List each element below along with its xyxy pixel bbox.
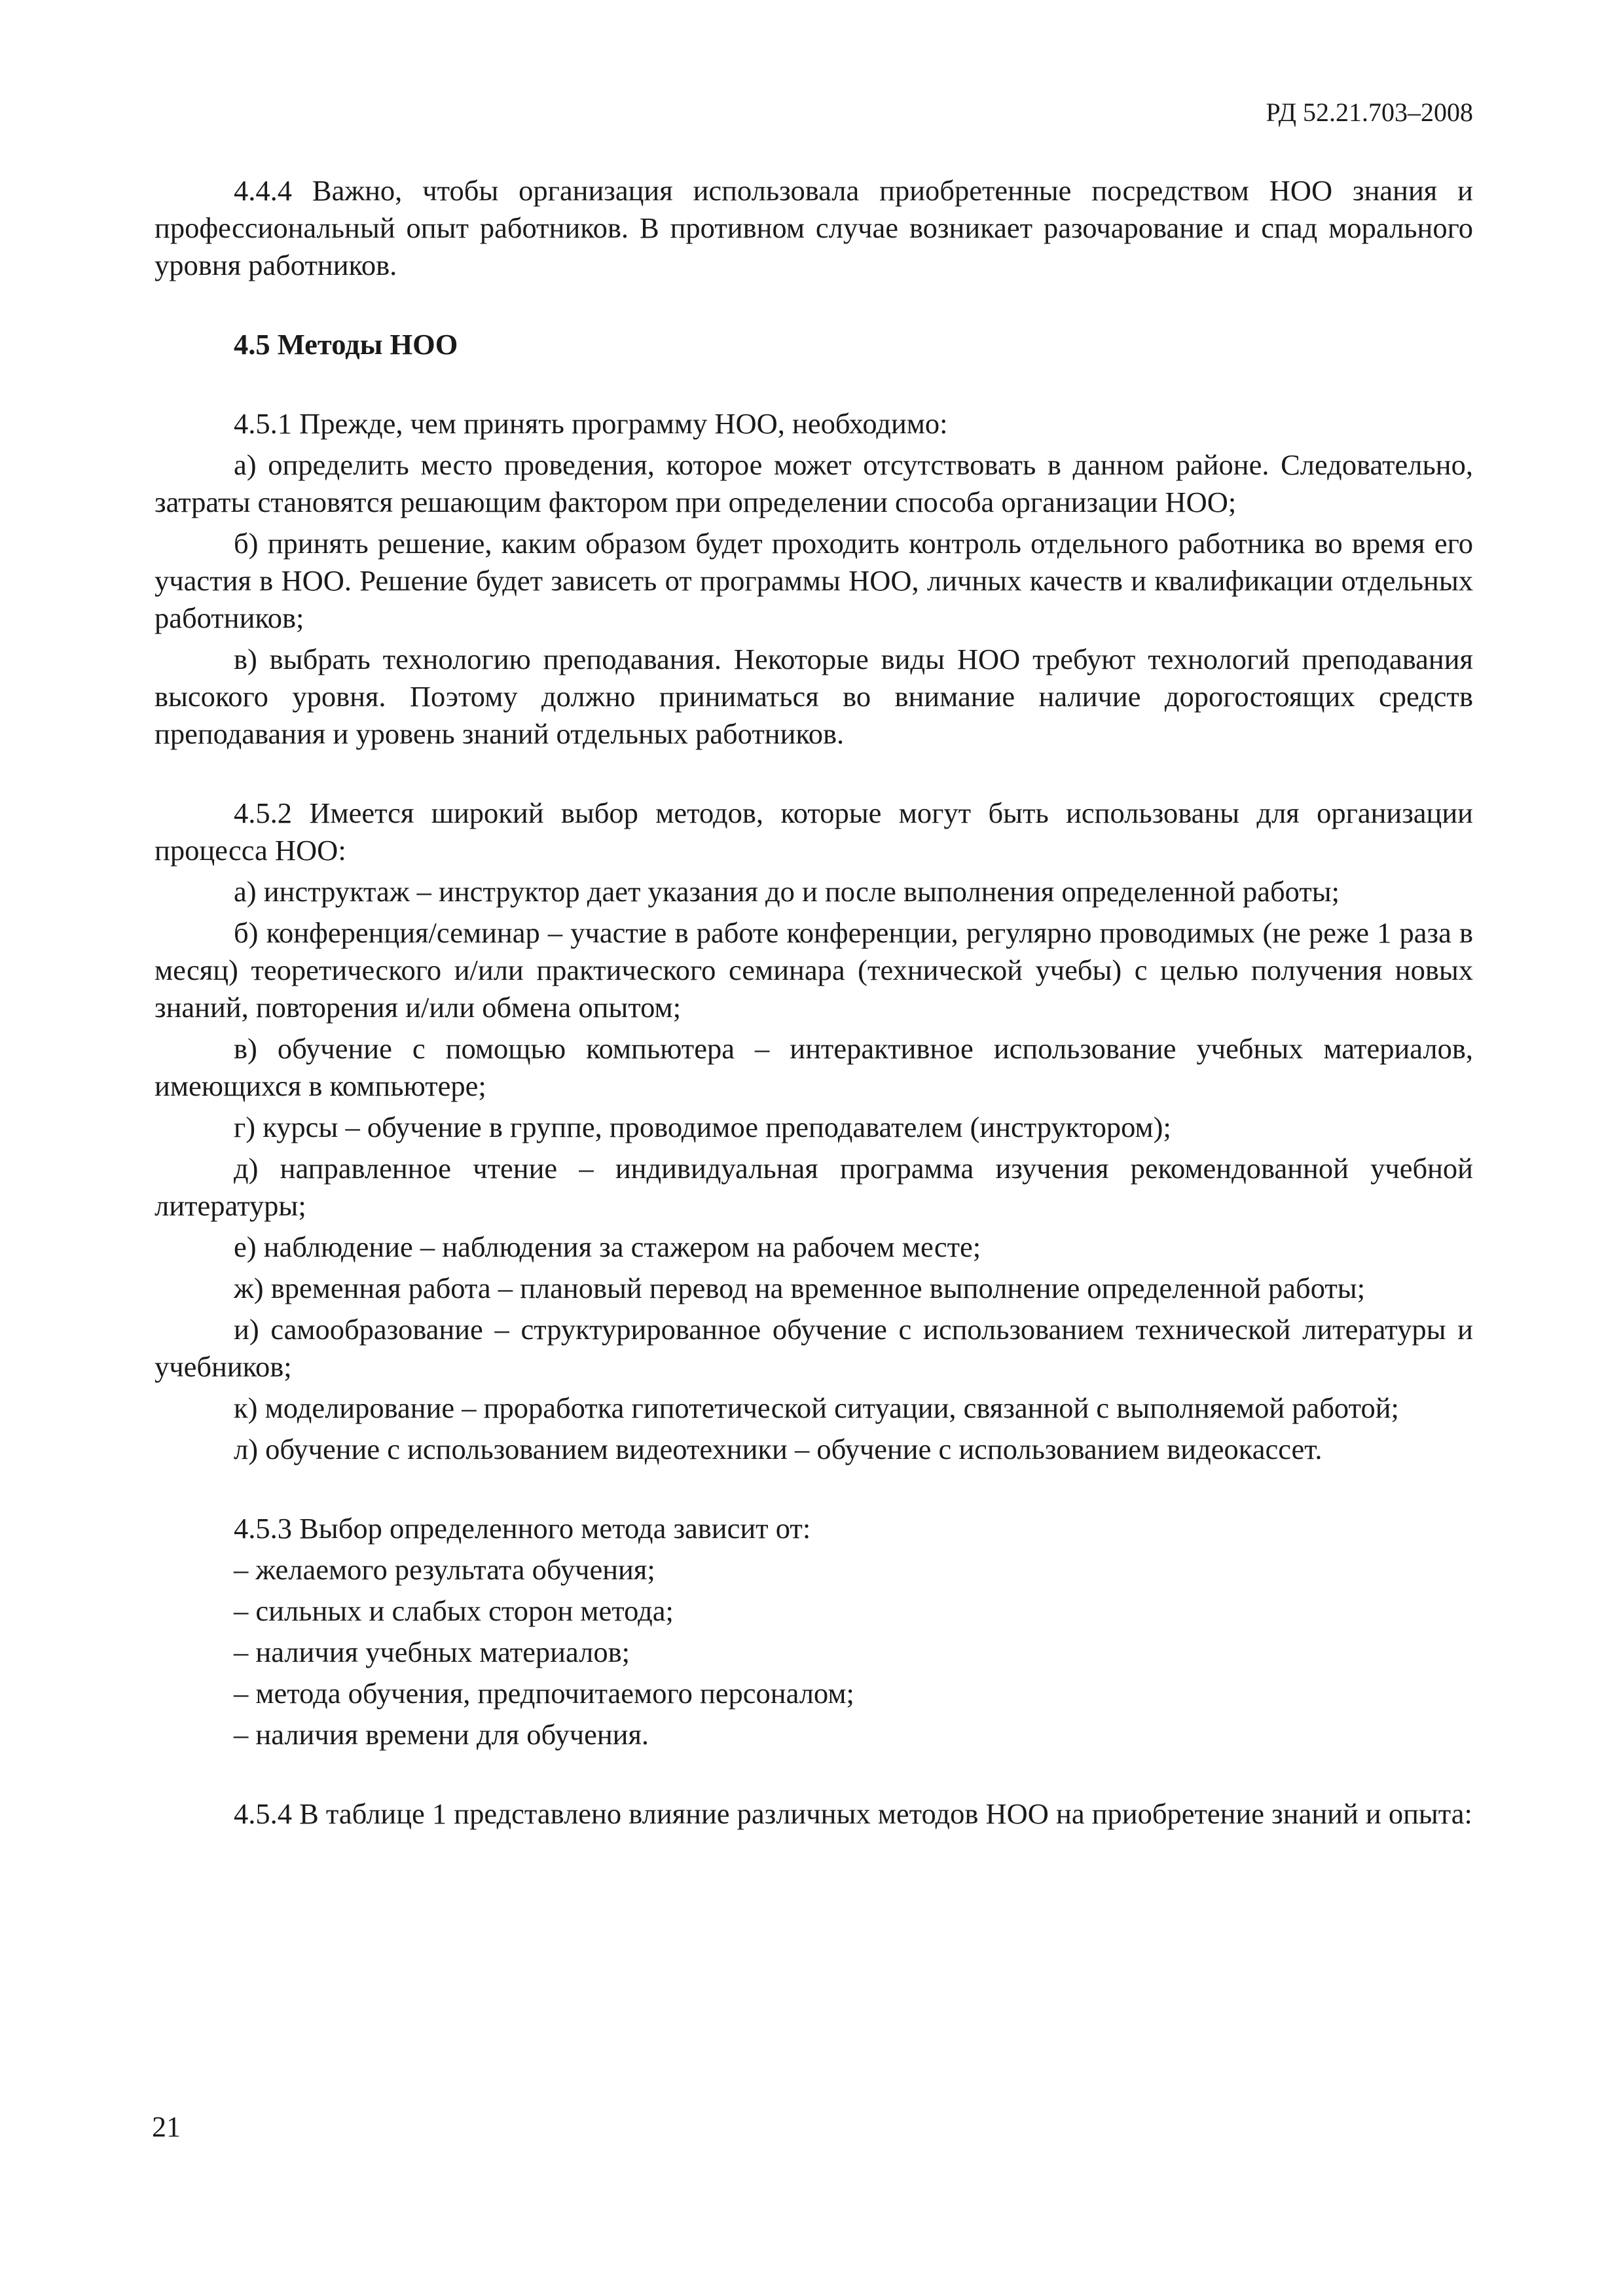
list-item-4-5-1-v: в) выбрать технологию преподавания. Некоторые виды НОО требуют технологий преподавания высокого уровня. Поэтому должно приниматься во внимание наличие дорогостоящих средств преподавания и уровень знаний отдельных работников.: [155, 643, 1473, 750]
list-item-4-5-2-l: л) обучение с использованием видеотехники – обучение с использованием видеокассет.: [234, 1433, 1322, 1465]
section-4-5-2: [155, 795, 1473, 1468]
list-item-4-5-3-3: – наличия учебных материалов;: [234, 1636, 630, 1668]
section-4-5-3: [155, 1510, 1473, 1753]
list-item-4-5-1-b: б) принять решение, каким образом будет проходить контроль отдельного работника во время его участия в НОО. Решение будет зависеть от программы НОО, личных качеств и квалификации отдельных работников;: [155, 527, 1473, 634]
page-number: 21: [152, 2111, 181, 2143]
list-item-4-5-3-2: – сильных и слабых сторон метода;: [234, 1594, 674, 1627]
page-body: [155, 172, 1473, 1837]
paragraph-4-5-3-intro: 4.5.3 Выбор определенного метода зависит от:: [234, 1512, 811, 1545]
list-item-4-5-2-g: г) курсы – обучение в группе, проводимое преподавателем (инструктором);: [234, 1111, 1171, 1143]
list-item-4-5-2-v: в) обучение с помощью компьютера – интерактивное использование учебных материалов, имеющихся в компьютере;: [155, 1032, 1473, 1102]
list-item-4-5-2-i: и) самообразование – структурированное обучение с использованием технической литературы и учебников;: [155, 1313, 1473, 1383]
list-item-4-5-2-a: а) инструктаж – инструктор дает указания до и после выполнения определенной работы;: [234, 875, 1340, 908]
section-4-5-1: [155, 405, 1473, 753]
paragraph-4-5-4: 4.5.4 В таблице 1 представлено влияние различных методов НОО на приобретение знаний и опыта:: [234, 1797, 1472, 1830]
paragraph-4-4-4: 4.4.4 Важно, чтобы организация использовала приобретенные посредством НОО знания и профессиональный опыт работников. В противном случае возникает разочарование и спад морального уровня работников.: [155, 174, 1473, 281]
list-item-4-5-2-zh: ж) временная работа – плановый перевод на временное выполнение определенной работы;: [234, 1272, 1366, 1304]
document-code: РД 52.21.703–2008: [1266, 98, 1473, 127]
list-item-4-5-2-k: к) моделирование – проработка гипотетической ситуации, связанной с выполняемой работой;: [234, 1391, 1399, 1424]
list-item-4-5-2-d: д) направленное чтение – индивидуальная программа изучения рекомендованной учебной литературы;: [155, 1152, 1473, 1222]
list-item-4-5-1-a: а) определить место проведения, которое может отсутствовать в данном районе. Следовательно, затраты становятся решающим фактором при определении способа организации НОО;: [155, 448, 1473, 518]
list-item-4-5-2-b: б) конференция/семинар – участие в работе конференции, регулярно проводимых (не реже 1 раза в месяц) теоретического и/или практического семинара (технической учебы) с целью получения новых знаний, повторения и/или обмена опытом;: [155, 916, 1473, 1024]
paragraph-4-5-2-intro: 4.5.2 Имеется широкий выбор методов, которые могут быть использованы для организации процесса НОО:: [155, 797, 1473, 867]
list-item-4-5-2-e: е) наблюдение – наблюдения за стажером на рабочем месте;: [234, 1230, 981, 1263]
list-item-4-5-3-1: – желаемого результата обучения;: [234, 1553, 655, 1586]
list-item-4-5-3-5: – наличия времени для обучения.: [234, 1718, 649, 1751]
section-title-4-5: 4.5 Методы НОО: [234, 328, 458, 361]
paragraph-4-5-1-intro: 4.5.1 Прежде, чем принять программу НОО, необходимо:: [234, 407, 948, 440]
list-item-4-5-3-4: – метода обучения, предпочитаемого персоналом;: [234, 1677, 854, 1710]
